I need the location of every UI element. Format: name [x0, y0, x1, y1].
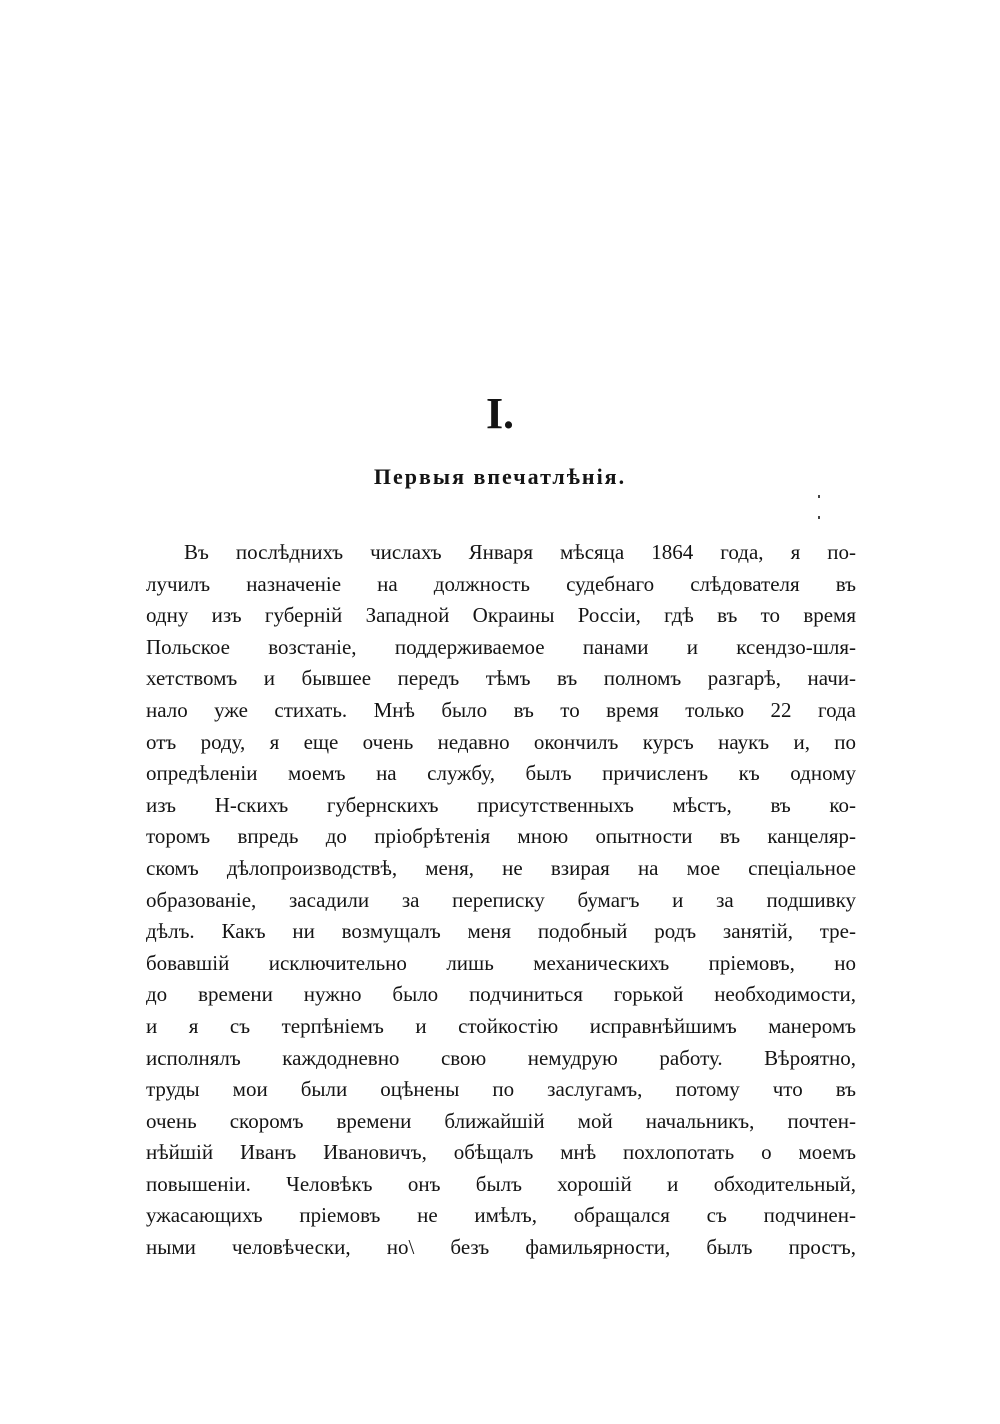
text-line: хетствомъ и бывшее передъ тѣмъ въ полномъ разгарѣ, начи-: [146, 666, 856, 691]
body-paragraph: [146, 537, 856, 1264]
text-line: опредѣленіи моемъ на службу, былъ причисленъ къ одному: [146, 761, 856, 786]
chapter-number: I.: [485, 389, 515, 438]
text-line: образованіе, засадили за переписку бумагъ и за подшивку: [146, 887, 856, 912]
text-line: ужасающихъ пріемовъ не имѣлъ, обращался съ подчинен-: [146, 1203, 856, 1228]
text-line: повышеніи. Человѣкъ онъ былъ хорошій и обходительный,: [146, 1171, 856, 1196]
text-line: исполнялъ каждодневно свою немудрую работу. Вѣроятно,: [146, 1045, 856, 1070]
text-line: труды мои были оцѣнены по заслугамъ, потому что въ: [146, 1077, 856, 1102]
text-line: очень скоромъ времени ближайшій мой начальникъ, почтен-: [146, 1108, 856, 1133]
text-line: лучилъ назначеніе на должность судебнаго слѣдователя въ: [146, 571, 856, 596]
text-line: Польское возстаніе, поддерживаемое панами и ксендзо-шля-: [146, 634, 856, 659]
text-line: и я съ терпѣніемъ и стойкостію исправнѣйшимъ манеромъ: [146, 1013, 856, 1038]
text-line: нало уже стихать. Мнѣ было въ то время только 22 года: [146, 697, 856, 722]
text-line: ными человѣчески, но\ безъ фамильярности, былъ простъ,: [146, 1235, 856, 1260]
text-line: бовавшій исключительно лишь механическихъ пріемовъ, но: [146, 950, 856, 975]
text-line: до времени нужно было подчиниться горькой необходимости,: [146, 982, 856, 1007]
ink-speck: [818, 516, 820, 519]
text-line: нѣйшій Иванъ Ивановичъ, обѣщалъ мнѣ похлопотать о моемъ: [146, 1140, 856, 1165]
ink-speck: [818, 495, 820, 498]
text-line: торомъ впредь до пріобрѣтенія мною опытности въ канцеляр-: [146, 824, 856, 849]
text-line: изъ Н-скихъ губернскихъ присутственныхъ мѣстъ, въ ко-: [146, 792, 856, 817]
text-line: скомъ дѣлопроизводствѣ, меня, не взирая на мое спеціальное: [146, 855, 856, 880]
text-line: одну изъ губерній Западной Окраины Россіи, гдѣ въ то время: [146, 603, 856, 628]
text-line: Въ послѣднихъ числахъ Января мѣсяца 1864 года, я по-: [184, 540, 856, 564]
text-line: отъ роду, я еще очень недавно окончилъ курсъ наукъ и, по: [146, 729, 856, 754]
chapter-title: Первыя впечатлѣнія.: [373, 464, 627, 489]
text-line: дѣлъ. Какъ ни возмущалъ меня подобный родъ занятій, тре-: [146, 919, 856, 944]
